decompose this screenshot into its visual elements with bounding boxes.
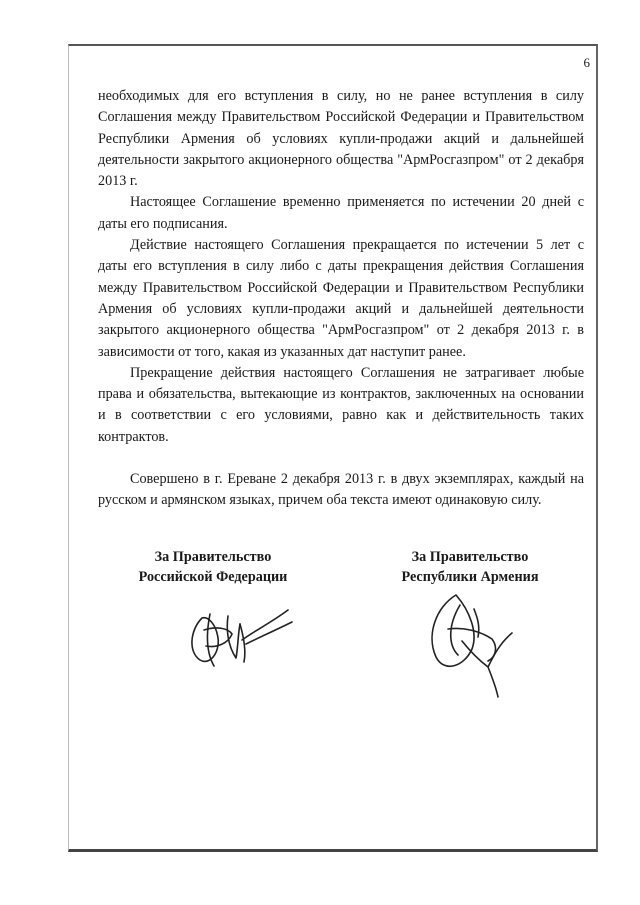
signatory-line: За Правительство <box>411 549 529 565</box>
signatory-armenia <box>380 547 560 587</box>
page-number: 6 <box>583 55 590 70</box>
paragraph-provisional-application: Настоящее Соглашение временно применяется по истечении 20 дней с даты его подписания. <box>98 194 584 232</box>
handwritten-signature-icon <box>418 585 528 700</box>
handwritten-signature-icon <box>180 600 310 675</box>
agreement-text <box>98 86 584 512</box>
signatory-line: Российской Федерации <box>138 569 288 585</box>
paragraph-entry-into-force: необходимых для его вступления в силу, но не ранее вступления в силу Соглашения между Правительством Российской Федерации и Правительством Республики Армения об условиях купли-продажи акций и дальнейшей деятельности закрытого акционерного общества "АрмРосгазпром" от 2 декабря 2013 г. <box>98 88 584 190</box>
paragraph-termination: Действие настоящего Соглашения прекращается по истечении 5 лет с даты его вступления в силу либо с даты прекращения действия Соглашения между Правительством Российской Федерации и Правительством Республики Армения об условиях купли-продажи акций и дальнейшей деятельности закрытого акционерного общества "АрмРосгазпром" от 2 декабря 2013 г. в зависимости от того, какая из указанных дат наступит ранее. <box>98 237 584 360</box>
signatory-line: Республики Армения <box>401 569 539 585</box>
signatory-russia <box>128 547 298 587</box>
signatory-line: За Правительство <box>154 549 272 565</box>
paragraph-rights-obligations: Прекращение действия настоящего Соглашения не затрагивает любые права и обязательства, вытекающие из контрактов, заключенных на основании и в соответствии с его условиями, равно как и действительность таких контрактов. <box>98 364 584 445</box>
paragraph-done-at: Совершено в г. Ереване 2 декабря 2013 г. в двух экземплярах, каждый на русском и армянском языках, причем оба текста имеют одинаковую силу. <box>98 471 584 509</box>
